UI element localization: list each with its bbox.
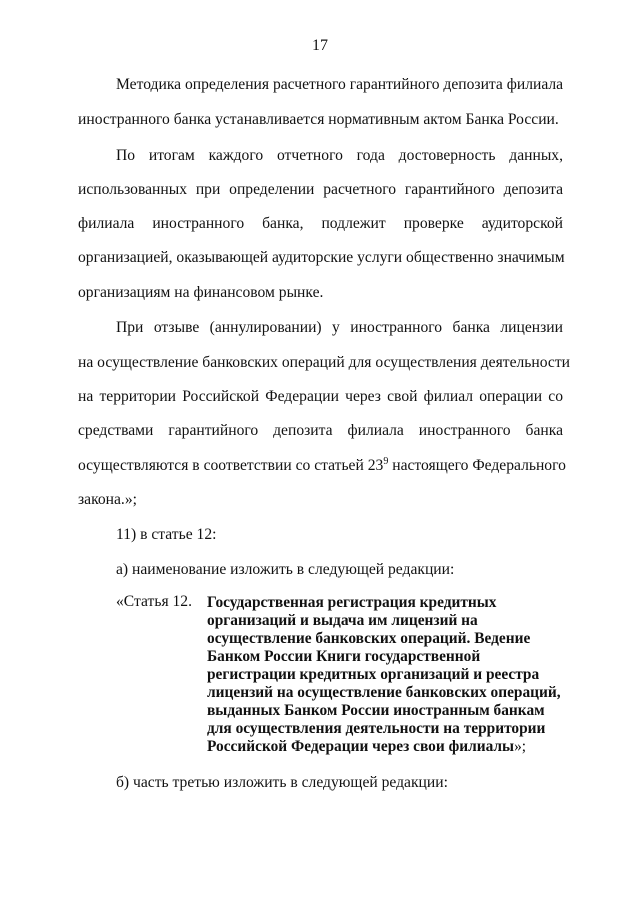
paragraph-2-line-3: филиала иностранного банка, подлежит проверке аудиторской: [78, 215, 563, 232]
paragraph-3-line-5-text: осуществляются в соответствии со статьей 23: [78, 457, 384, 474]
article-title-line-5: регистрации кредитных организаций и реестра: [207, 666, 540, 683]
paragraph-3-line-1: При отзыве (аннулировании) у иностранного банка лицензии: [116, 319, 563, 336]
paragraph-2-line-5: организациям на финансовом рынке.: [78, 284, 324, 301]
paragraph-2-line-1: По итогам каждого отчетного года достоверность данных,: [116, 147, 563, 164]
article-title-line-6: лицензий на осуществление банковских операций,: [207, 684, 561, 701]
paragraph-3-line-5-tail: настоящего Федерального: [388, 457, 566, 474]
article-title-line-8: для осуществления деятельности на территории: [207, 720, 546, 737]
article-superscript: 9: [383, 456, 389, 467]
article-title-line-2: организаций и выдача им лицензий на: [207, 612, 478, 629]
paragraph-2-line-4: организацией, оказывающей аудиторские услуги общественно значимым: [78, 249, 565, 266]
paragraph-3-line-2: на осуществление банковских операций для осуществления деятельности: [78, 354, 571, 371]
paragraph-3-line-5: [78, 456, 566, 476]
item-a: а) наименование изложить в следующей редакции:: [116, 561, 455, 578]
paragraph-3-line-3: на территории Российской Федерации через свой филиал операции со: [78, 388, 563, 405]
article-title-line-3: осуществление банковских операций. Ведение: [207, 630, 531, 647]
page-number: 17: [312, 37, 328, 54]
article-title-line-7: выданных Банком России иностранным банкам: [207, 702, 545, 719]
article-title-line-1: Государственная регистрация кредитных: [207, 594, 497, 611]
article-label: «Статья 12.: [116, 593, 193, 610]
paragraph-3-line-4: средствами гарантийного депозита филиала иностранного банка: [78, 422, 563, 439]
paragraph-1-line-2: иностранного банка устанавливается нормативным актом Банка России.: [78, 111, 559, 128]
item-b: б) часть третью изложить в следующей редакции:: [116, 774, 448, 791]
paragraph-1-line-1: Методика определения расчетного гарантийного депозита филиала: [116, 76, 564, 93]
article-title-tail: »;: [514, 738, 527, 755]
article-title-line-9-text: Российской Федерации через свои филиалы: [207, 738, 515, 755]
paragraph-3-line-6: закона.»;: [78, 491, 137, 508]
article-title-line-9: [207, 738, 567, 756]
item-11: 11) в статье 12:: [116, 526, 217, 543]
article-title-line-4: Банком России Книги государственной: [207, 648, 481, 665]
paragraph-2-line-2: использованных при определении расчетного гарантийного депозита: [78, 181, 563, 198]
